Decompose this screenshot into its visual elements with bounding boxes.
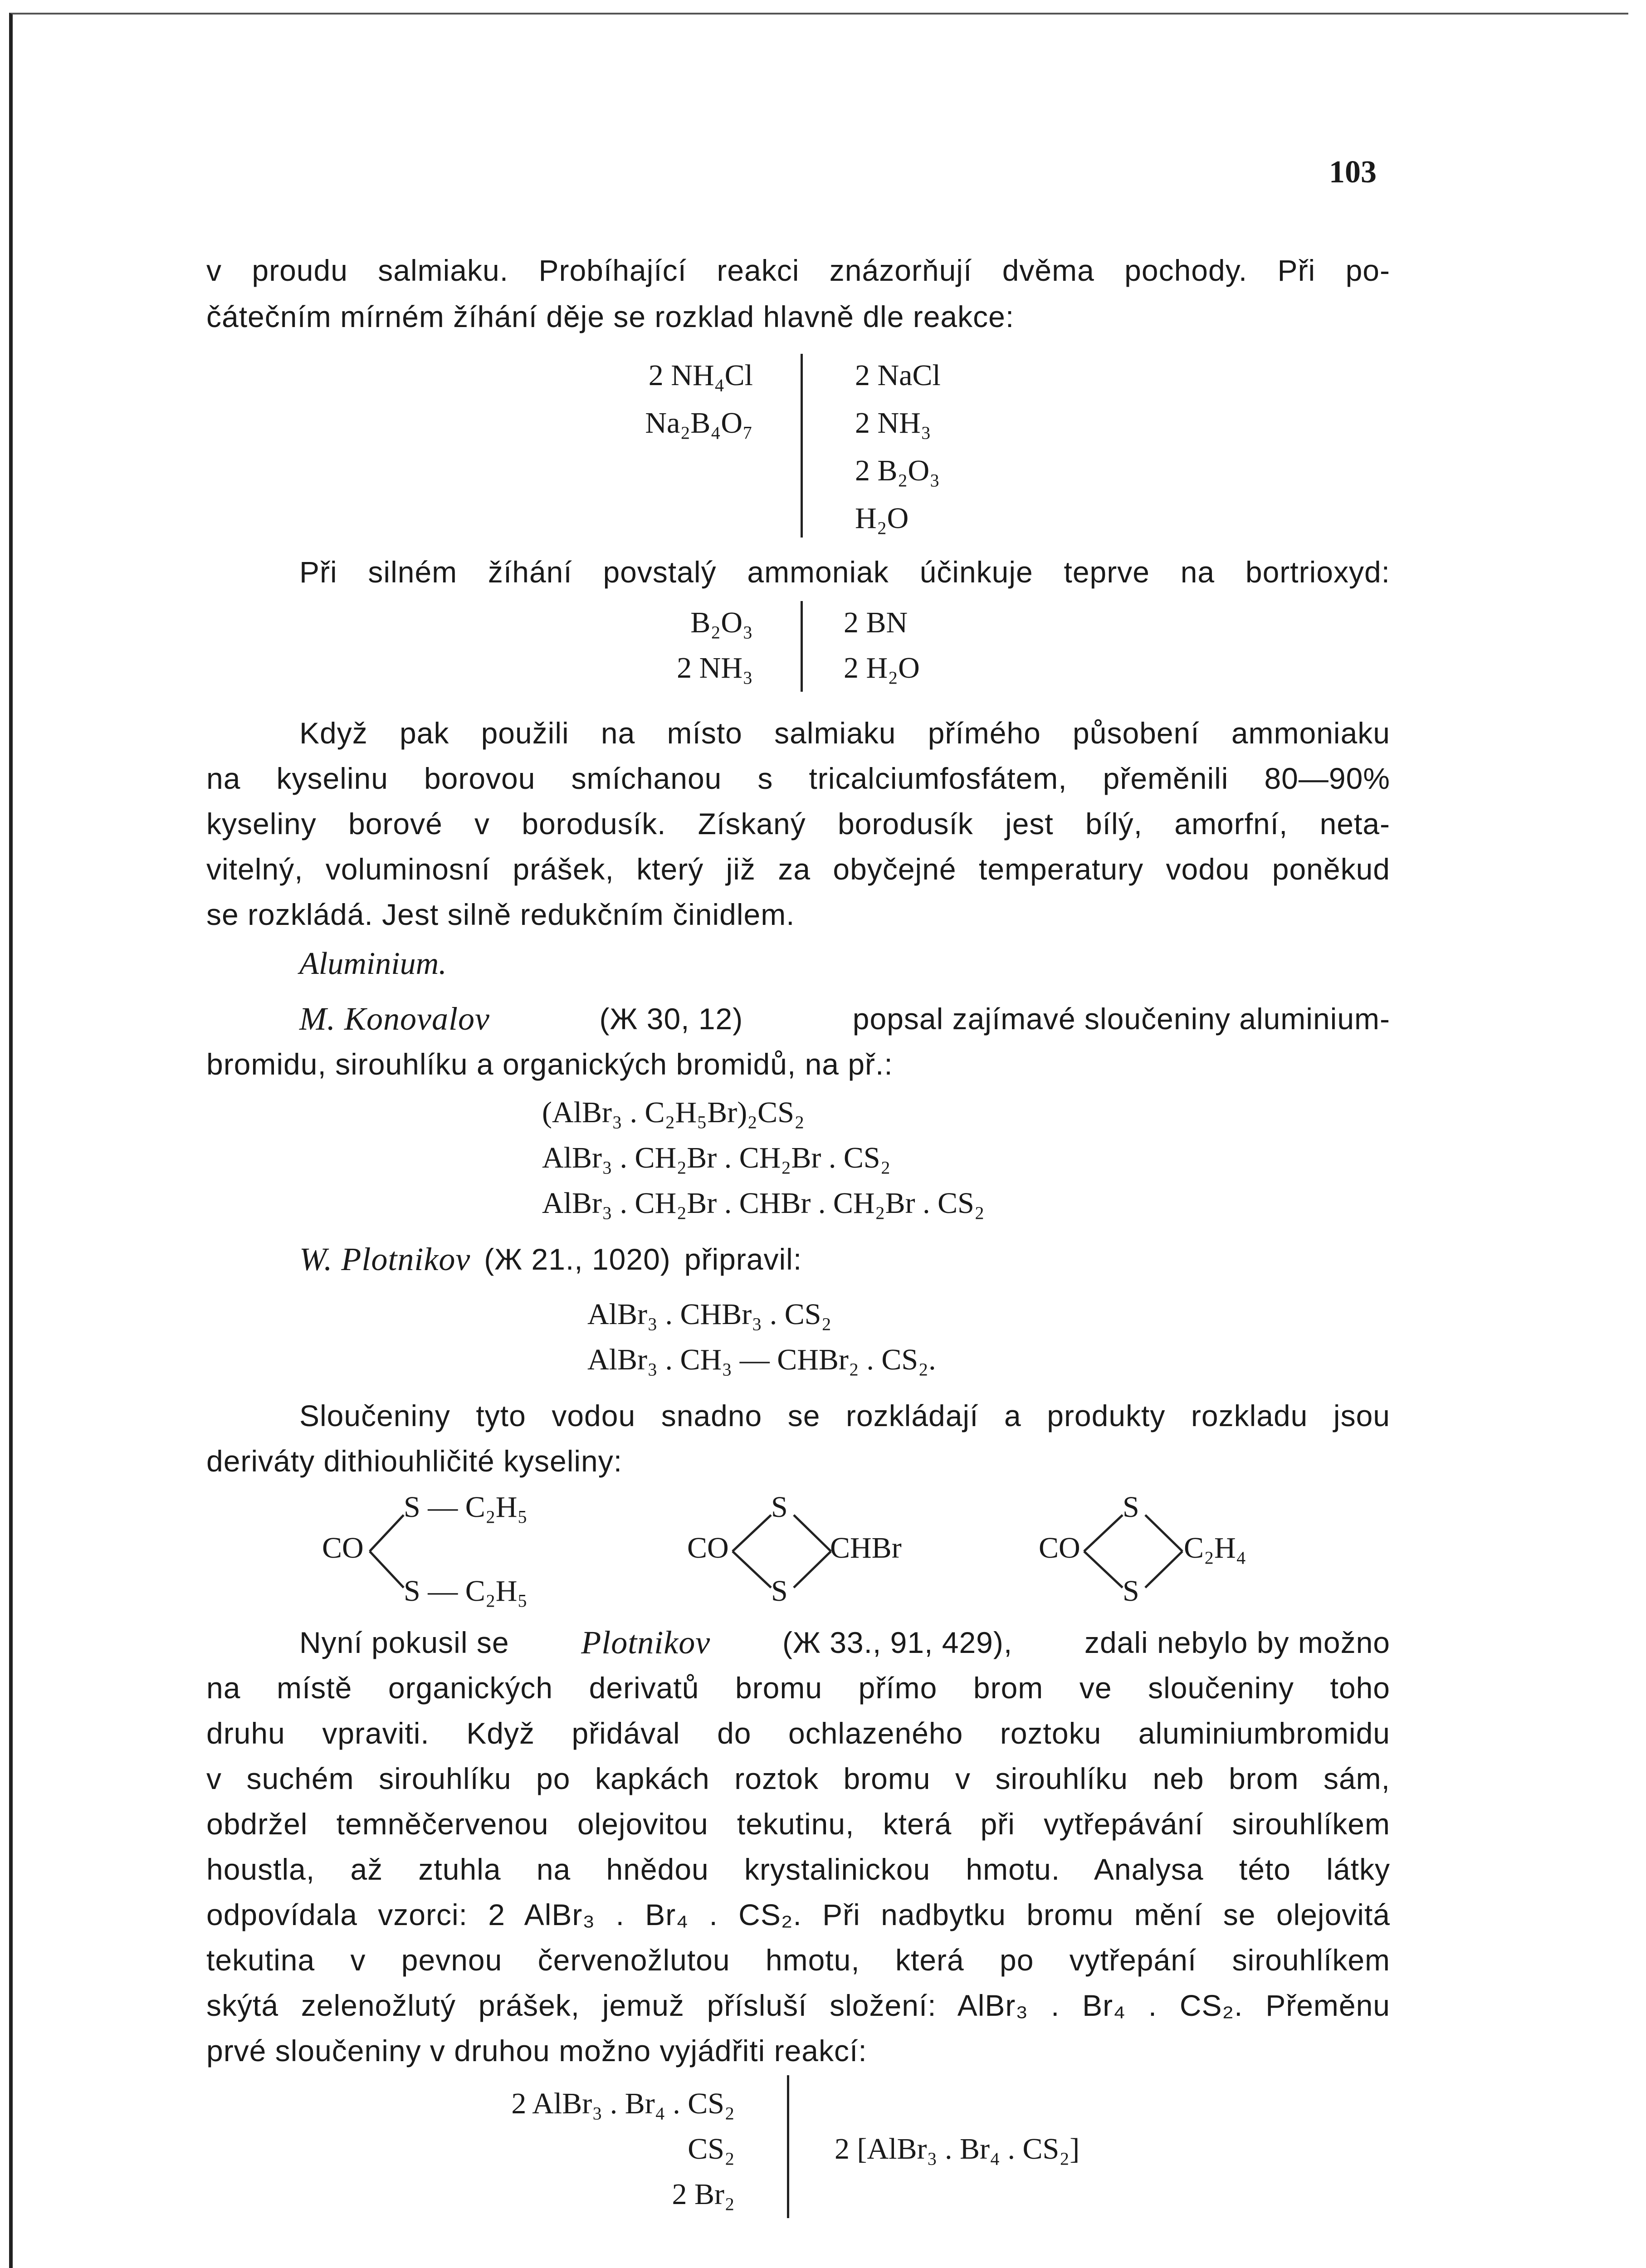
text-line: v proudu salmiaku. Probíhající reakci znázorňují dvěma pochody. Při po- (206, 254, 1390, 287)
ring-bonds (730, 1506, 835, 1597)
text-line: Při silném žíhání povstalý ammoniak účinkuje teprve na bortrioxyd: (299, 555, 1390, 589)
formula: S (771, 1574, 788, 1608)
citation: (Ж 21., 1020) (484, 1242, 671, 1276)
formula: 2 [AlBr₃ . Br₄ . CS₂] (835, 2132, 1080, 2165)
formula: S — C₂H₅ (404, 1574, 528, 1608)
text-span: popsal zajímavé sloučeniny aluminium- (852, 1002, 1390, 1036)
author-name: Plotnikov (581, 1624, 711, 1661)
text-line: odpovídala vzorci: 2 AlBr₃ . Br₄ . CS₂. Při nadbytku bromu mění se olejovitá (206, 1898, 1390, 1931)
formula: AlBr₃ . CHBr₃ . CS₂ (587, 1298, 832, 1331)
formula: S (1123, 1491, 1139, 1524)
section-heading: Aluminium. (299, 946, 447, 981)
text-line: prvé sloučeniny v druhou možno vyjádřiti reakcí: (206, 2034, 867, 2068)
text-line: druhu vpraviti. Když přidával do ochlazeného roztoku aluminiumbromidu (206, 1716, 1390, 1750)
formula: S (1123, 1574, 1139, 1608)
text-line: vitelný, voluminosní prášek, který již za obyčejné temperatury vodou poněkud (206, 852, 1390, 886)
formula: (AlBr₃ . C₂H₅Br)₂CS₂ (542, 1096, 805, 1129)
reaction-divider (787, 2075, 789, 2218)
formula: AlBr₃ . CH₂Br . CH₂Br . CS₂ (542, 1141, 891, 1174)
text-line: tekutina v pevnou červenožlutou hmotu, která po vytřepání sirouhlíkem (206, 1943, 1390, 1977)
formula: AlBr₃ . CH₃ — CHBr₂ . CS₂. (587, 1343, 936, 1376)
formula: S — C₂H₅ (404, 1491, 528, 1524)
formula: 2 H₂O (844, 651, 920, 684)
formula: Na₂B₄O₇ (645, 406, 753, 440)
formula: C₂H₄ (1184, 1531, 1246, 1564)
text-line: na kyselinu borovou smíchanou s tricalciumfosfátem, přeměnili 80—90% (206, 762, 1390, 795)
text-line (299, 1236, 1390, 1282)
reaction-divider (801, 354, 803, 538)
text-line: Když pak použili na místo salmiaku přímého působení ammoniaku (299, 716, 1390, 750)
text-line: skýtá zelenožlutý prášek, jemuž přísluší složení: AlBr₃ . Br₄ . CS₂. Přeměnu (206, 1989, 1390, 2022)
text-line (299, 1619, 1390, 1666)
citation: (Ж 33., 91, 429), (782, 1626, 1013, 1659)
bond-lines (367, 1506, 408, 1597)
text-line: se rozkládá. Jest silně redukčním činidlem. (206, 898, 795, 931)
text-line: v suchém sirouhlíku po kapkách roztok bromu v sirouhlíku neb brom sám, (206, 1762, 1390, 1795)
formula: 2 Br₂ (672, 2178, 735, 2211)
formula: 2 AlBr₃ . Br₄ . CS₂ (511, 2087, 735, 2120)
text-span: Nyní pokusil se (299, 1626, 509, 1659)
formula: S (771, 1491, 788, 1524)
formula: 2 NH₃ (855, 406, 931, 440)
formula: H₂O (855, 502, 909, 535)
ring-bonds (1082, 1506, 1186, 1597)
formula: CS₂ (688, 2132, 735, 2165)
text-span: zdali nebylo by možno (1084, 1626, 1390, 1659)
formula: B₂O₃ (690, 606, 753, 639)
formula: 2 NH₃ (677, 651, 753, 684)
citation: (Ж 30, 12) (599, 1002, 743, 1036)
text-line: Sloučeniny tyto vodou snadno se rozkládají a produkty rozkladu jsou (299, 1399, 1390, 1432)
page-number: 103 (1329, 155, 1377, 190)
text-line: houstla, až ztuhla na hnědou krystalinickou hmotu. Analysa této látky (206, 1853, 1390, 1886)
text-line: na místě organických derivatů bromu přímo brom ve sloučeniny toho (206, 1671, 1390, 1705)
text-span: připravil: (684, 1242, 802, 1276)
text-line: kyseliny borové v borodusík. Získaný borodusík jest bílý, amorfní, neta- (206, 807, 1390, 841)
formula: AlBr₃ . CH₂Br . CHBr . CH₂Br . CS₂ (542, 1187, 985, 1220)
text-line: deriváty dithiouhličité kyseliny: (206, 1444, 623, 1478)
formula: 2 BN (844, 606, 908, 639)
author-name: W. Plotnikov (299, 1241, 471, 1277)
formula: CO (687, 1531, 729, 1564)
formula: 2 NH₄Cl (648, 359, 753, 392)
text-line: bromidu, sirouhlíku a organických bromidů, na př.: (206, 1047, 893, 1081)
text-line: obdržel temněčervenou olejovitou tekutinu, která při vytřepávání sirouhlíkem (206, 1807, 1390, 1841)
text-line (299, 996, 1390, 1042)
formula: 2 B₂O₃ (855, 454, 940, 487)
formula: CHBr (830, 1531, 902, 1564)
reaction-divider (801, 601, 803, 692)
author-name: M. Konovalov (299, 1001, 490, 1037)
text-line: čátečním mírném žíhání děje se rozklad hlavně dle reakce: (206, 300, 1015, 333)
formula: CO (322, 1531, 364, 1564)
formula: CO (1039, 1531, 1080, 1564)
formula: 2 NaCl (855, 359, 941, 392)
